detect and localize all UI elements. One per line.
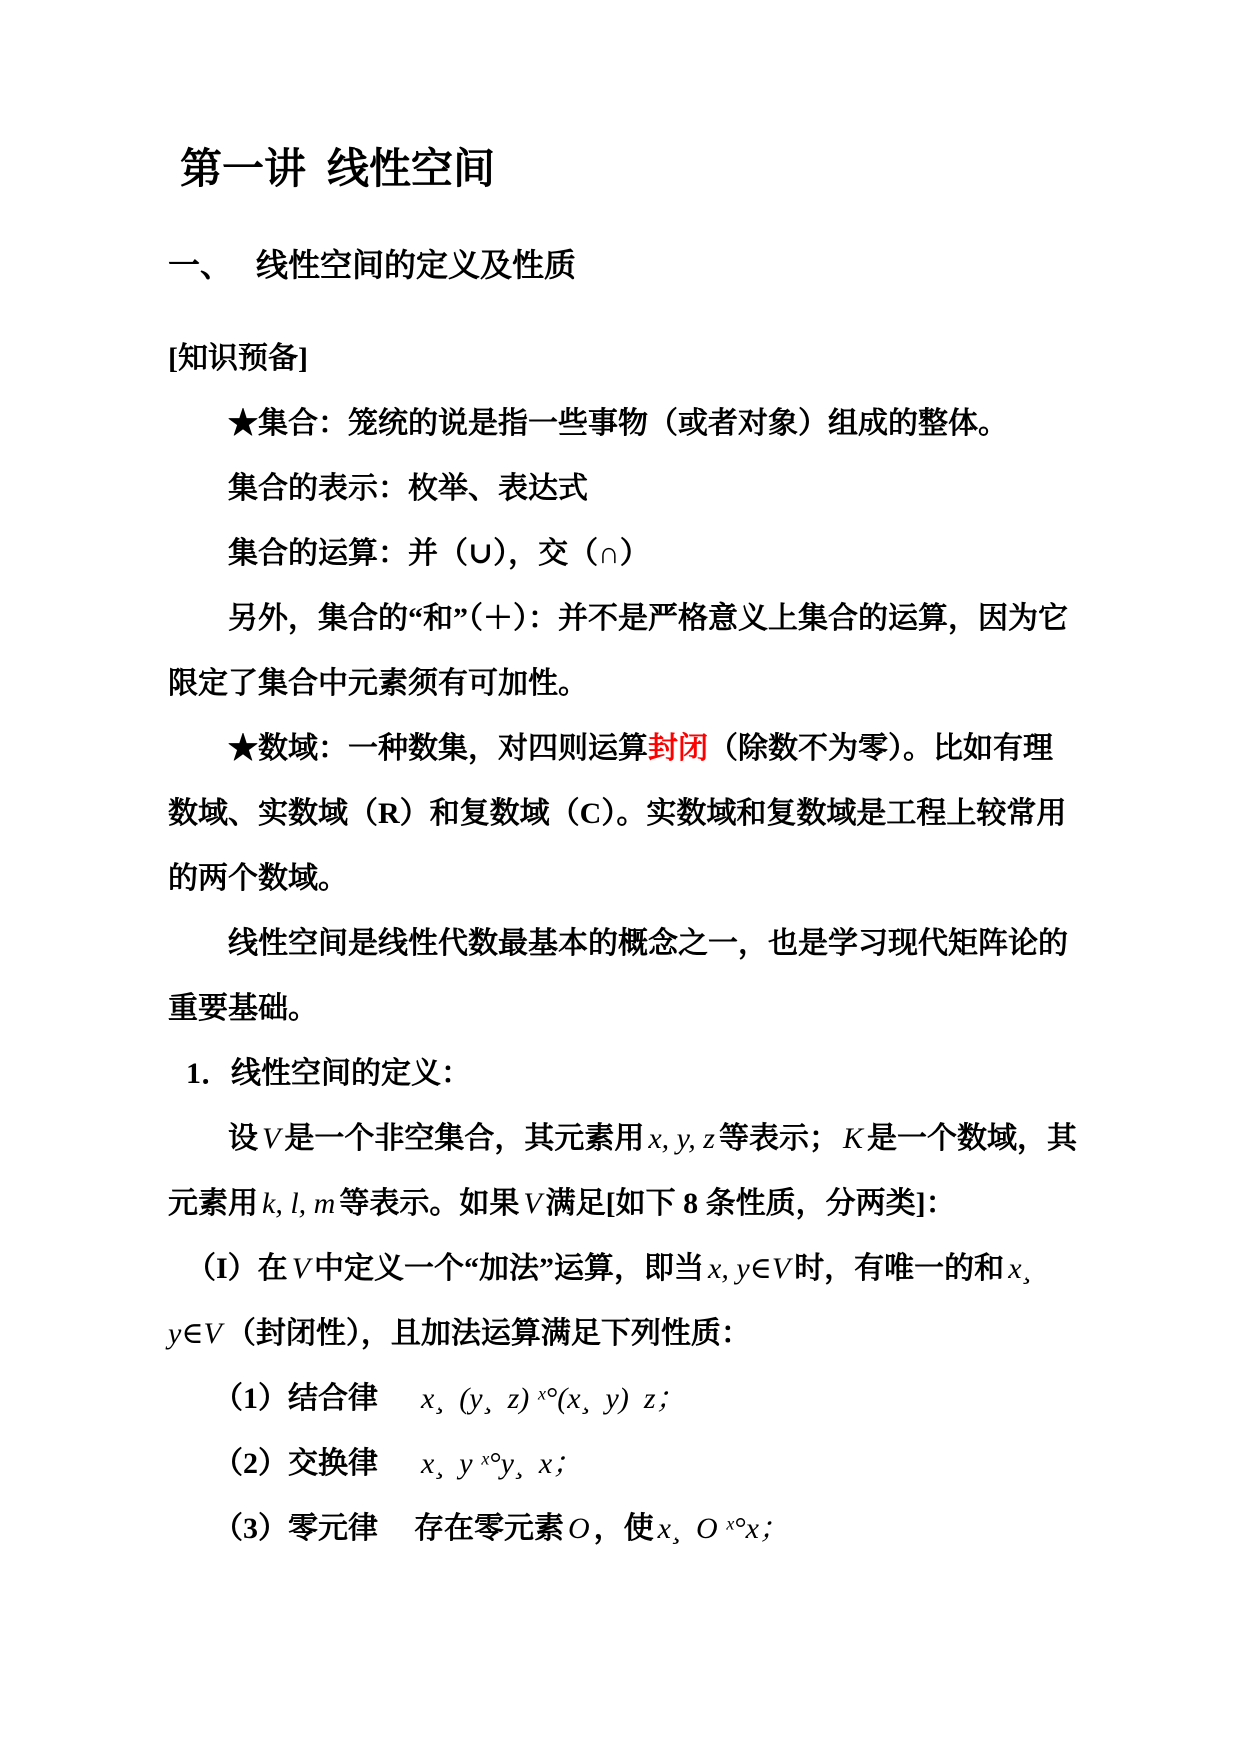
page-title: 第一讲 线性空间 — [180, 147, 496, 193]
field-text-post: （除数不为零）。比如有理数域、实数域（R）和复数域（C）。实数域和复数域是工程上较常用的两个数域。 — [168, 732, 1067, 895]
add-text-1: （I）在 — [186, 1252, 288, 1285]
paragraph-definition — [168, 1106, 1081, 1236]
def-text-2: 是一个非空集合，其元素用 — [284, 1122, 645, 1155]
section-heading — [168, 242, 1081, 288]
zero-element-mid-text: ，使 — [593, 1512, 654, 1545]
math-sum-in-V: x¸ y∈V — [168, 1252, 1047, 1350]
section-number: 一、 — [168, 247, 233, 283]
def-text-3: 等表示； — [718, 1122, 839, 1155]
prep-label: [知识预备] — [168, 342, 308, 375]
paragraph-set-sum: 另外，集合的“和”（＋）：并不是严格意义上集合的运算，因为它限定了集合中元素须有可加性。 — [168, 602, 1068, 700]
property-number: （2） — [213, 1447, 288, 1480]
property-label: 结合律 — [288, 1382, 378, 1415]
add-text-4: （封闭性），且加法运算满足下列性质： — [225, 1317, 751, 1350]
math-var-O: O — [568, 1512, 590, 1545]
math-var-V: V — [262, 1122, 281, 1155]
math-var-V2: V — [523, 1187, 542, 1220]
def-text-4: 是一个数域，其元素用 — [168, 1122, 1077, 1220]
math-vars-xyz: x, y, z — [648, 1122, 715, 1155]
add-text-2: 中定义一个“加法”运算，即当 — [314, 1252, 705, 1285]
add-text-3: 时，有唯一的和 — [794, 1252, 1005, 1285]
property-row-associative — [168, 1366, 1081, 1431]
property-formula-associative: x¸ (y¸ z) ˣ°(x¸ y) z； — [421, 1382, 686, 1415]
paragraph-set-definition: ★集合：笼统的说是指一些事物（或者对象）组成的整体。 — [228, 407, 1008, 440]
highlight-text-closed: 封闭 — [648, 732, 708, 765]
property-number: （1） — [213, 1382, 288, 1415]
definition-heading: 1．线性空间的定义： — [186, 1057, 471, 1090]
paragraph-addition-rule — [168, 1236, 1081, 1366]
property-label: 交换律 — [288, 1447, 378, 1480]
math-var-V3: V — [291, 1252, 311, 1285]
def-text-6: 满足[如下 8 条性质，分两类]： — [545, 1187, 956, 1220]
math-var-K: K — [842, 1122, 863, 1155]
math-xy-in-V: x, y∈V — [708, 1252, 791, 1285]
property-label: 零元律 — [288, 1512, 378, 1545]
section-title: 线性空间的定义及性质 — [256, 247, 577, 283]
property-number: （3） — [213, 1512, 288, 1545]
paragraph-set-representation: 集合的表示：枚举、表达式 — [228, 472, 588, 505]
paragraph-intro: 线性空间是线性代数最基本的概念之一，也是学习现代矩阵论的重要基础。 — [168, 927, 1068, 1025]
paragraph-set-operations: 集合的运算：并（∪），交（∩） — [228, 537, 650, 570]
math-vars-klm: k, l, m — [262, 1187, 336, 1220]
property-formula-zero: x¸ O ˣ°x； — [657, 1512, 789, 1545]
property-formula-commutative: x¸ y ˣ°y¸ x； — [421, 1447, 583, 1480]
field-text-pre: ★数域：一种数集，对四则运算 — [228, 732, 648, 765]
def-text-5: 等表示。如果 — [339, 1187, 520, 1220]
property-row-commutative — [168, 1431, 1081, 1496]
def-text-1: 设 — [228, 1122, 258, 1155]
paragraph-number-field — [168, 716, 1081, 911]
zero-element-text: 存在零元素 — [414, 1512, 564, 1545]
property-row-zero-element — [168, 1496, 1081, 1561]
